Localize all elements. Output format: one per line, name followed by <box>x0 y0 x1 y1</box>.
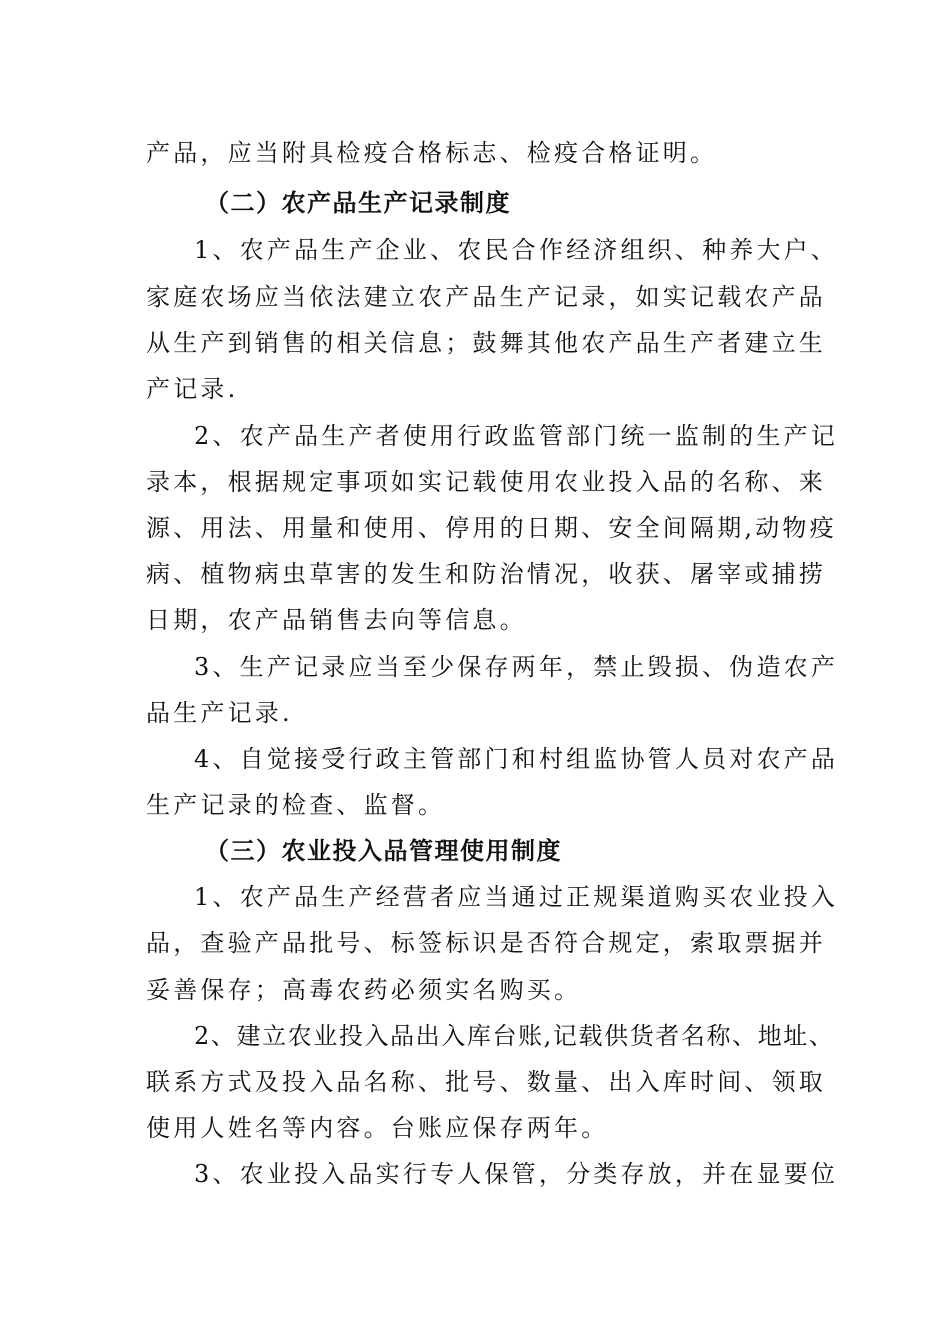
text-line: 3、生产记录应当至少保存两年，禁止毁损、伪造农产 <box>194 653 839 681</box>
text-line: 日期，农产品销售去向等信息。 <box>146 606 527 634</box>
text-line: 1、农产品生产企业、农民合作经济组织、种养大户、 <box>194 236 839 264</box>
text-line: 家庭农场应当依法建立农产品生产记录，如实记载农产品 <box>146 283 826 311</box>
text-line: 品生产记录. <box>146 699 293 727</box>
text-line: 产品，应当附具检疫合格标志、检疫合格证明。 <box>146 139 718 167</box>
text-line: 1、农产品生产经营者应当通过正规渠道购买农业投入 <box>194 883 839 911</box>
text-line: 3、农业投入品实行专人保管，分类存放，并在显要位 <box>194 1160 839 1188</box>
text-line: 2、建立农业投入品出入库台账,记载供货者名称、地址、 <box>194 1022 835 1050</box>
text-line: 产记录. <box>146 375 239 403</box>
text-line: 品，查验产品批号、标签标识是否符合规定，索取票据并 <box>146 929 826 957</box>
section-heading: （三）农业投入品管理使用制度 <box>205 836 562 865</box>
text-line: 录本，根据规定事项如实记载使用农业投入品的名称、来 <box>146 468 826 496</box>
text-line: 从生产到销售的相关信息；鼓舞其他农产品生产者建立生 <box>146 329 826 357</box>
text-line: 病、植物病虫草害的发生和防治情况，收获、屠宰或捕捞 <box>146 560 826 588</box>
text-line: 妥善保存；高毒农药必须实名购买。 <box>146 976 582 1004</box>
text-line: 使用人姓名等内容。台账应保存两年。 <box>146 1114 609 1142</box>
text-line: 生产记录的检查、监督。 <box>146 791 446 819</box>
text-line: 联系方式及投入品名称、批号、数量、出入库时间、领取 <box>146 1068 826 1096</box>
text-line: 4、自觉接受行政主管部门和村组监协管人员对农产品 <box>194 745 839 773</box>
text-line: 2、农产品生产者使用行政监管部门统一监制的生产记 <box>194 422 839 450</box>
section-heading: （二）农产品生产记录制度 <box>205 188 511 217</box>
text-line: 源、用法、用量和使用、停用的日期、安全间隔期,动物疫 <box>146 514 837 542</box>
